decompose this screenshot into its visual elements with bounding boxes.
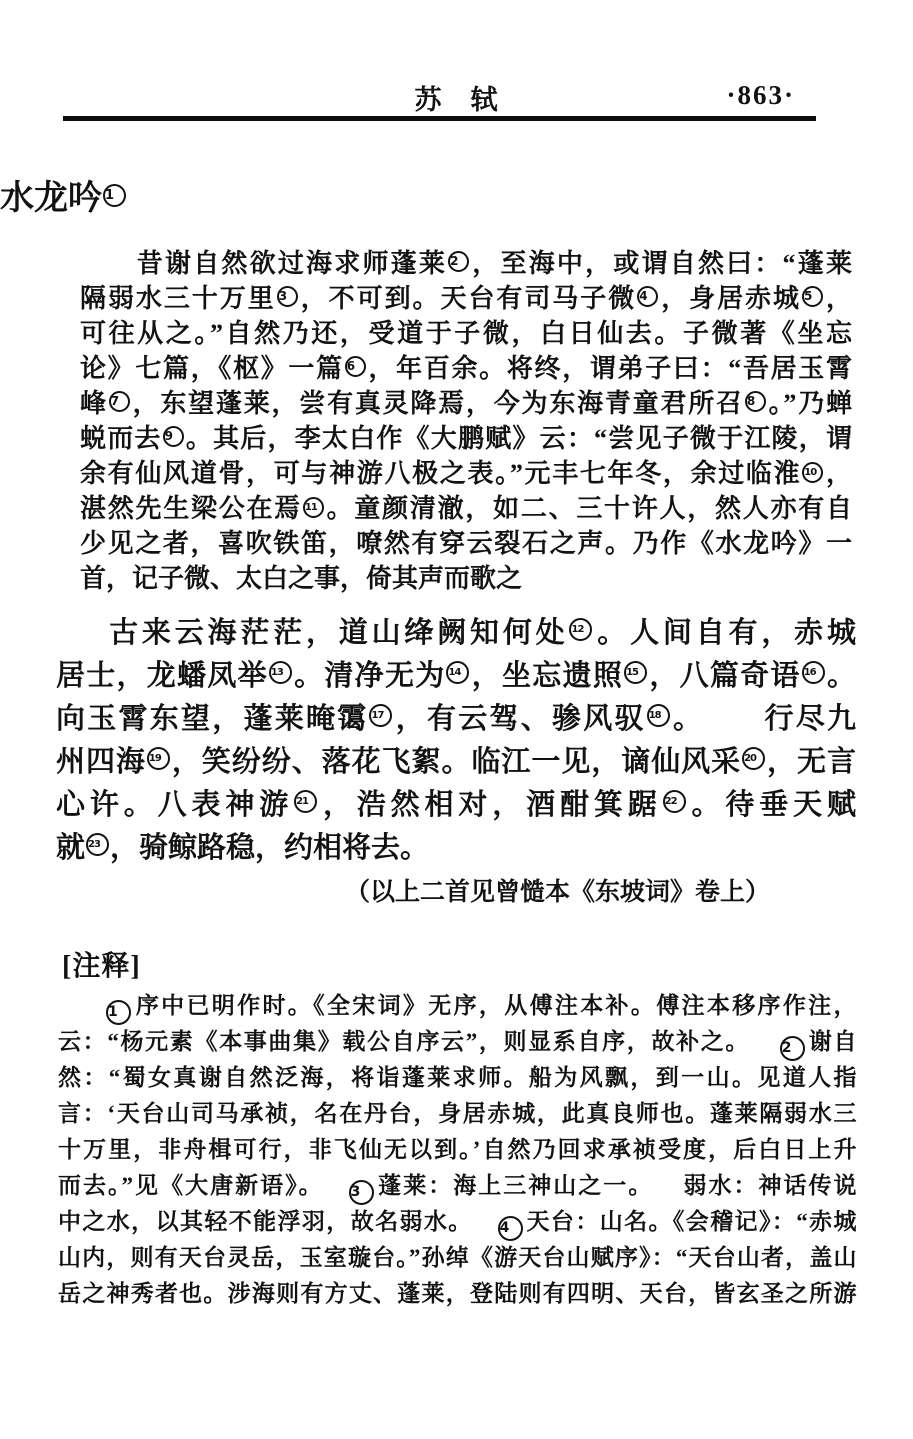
- notes-body: [58, 988, 856, 1312]
- text-run: 可往从之。”自然乃还，受道于子微，白日仙去。子微著《坐忘: [80, 319, 852, 348]
- poem-line: [56, 655, 856, 698]
- annotation-marker: 10: [802, 462, 823, 483]
- text-run: 心许。八表神游: [56, 789, 294, 821]
- note-line: [58, 1204, 856, 1240]
- text-run: 州四海: [56, 746, 146, 778]
- annotation-marker: 20: [742, 747, 765, 770]
- preface-line: [80, 246, 852, 281]
- page-number: ·863·: [726, 80, 795, 110]
- text-run: 行尽九: [762, 703, 856, 735]
- annotation-marker: 8: [745, 391, 766, 412]
- text-run: 蜕而去: [80, 424, 162, 453]
- annotation-marker: 11: [303, 497, 324, 518]
- poem-line: [56, 612, 856, 655]
- annotation-marker: 23: [86, 833, 109, 856]
- note-line: [58, 1276, 856, 1312]
- notes-header: [注释]: [62, 951, 141, 982]
- note-line: [58, 1024, 856, 1060]
- poem-title: [0, 178, 913, 220]
- text-run: 水龙吟: [0, 180, 102, 217]
- annotation-marker: 1: [106, 1000, 131, 1025]
- poem-line: [56, 784, 856, 827]
- text-run: ，年百余。将终，谓弟子曰：“吾居玉霄: [366, 354, 852, 383]
- text-run: 余有仙风道骨，可与神游八极之表。”元丰七年冬，余过临淮: [80, 459, 802, 488]
- annotation-marker: 14: [446, 661, 469, 684]
- text-run: 而去。”见《大唐新语》。: [58, 1173, 324, 1198]
- text-run: ，无言: [766, 746, 856, 778]
- header-rule: [63, 116, 816, 121]
- annotation-marker: 4: [498, 1216, 523, 1241]
- text-run: 首，记子微、太白之事，倚其声而歌之: [80, 564, 523, 593]
- text-run: 岳之神秀者也。涉海则有方丈、蓬莱，登陆则有四明、天台，皆玄圣之所游: [58, 1281, 856, 1306]
- text-run: 。其后，李太白作《大鹏赋》云：“尝见子微于江陵，谓: [184, 424, 852, 453]
- poem-line: [56, 827, 856, 870]
- annotation-marker: 7: [109, 391, 130, 412]
- text-run: 序中已明作时。《全宋词》无序，从傅注本补。傅注本移序作注，: [133, 993, 856, 1018]
- preface-line: [80, 351, 852, 386]
- text-run: 云：“杨元素《本事曲集》载公自序云”，则显系自序，故补之。: [58, 1029, 751, 1054]
- preface-line: [80, 386, 852, 421]
- note-line: [58, 1096, 856, 1132]
- text-run: 古来云海茫茫，道山绛阙知何处: [105, 617, 569, 649]
- text-run: 。待垂天赋: [686, 789, 856, 821]
- note-line: [58, 1132, 856, 1168]
- text-run: ，: [824, 284, 852, 313]
- text-run: 就: [56, 832, 86, 864]
- note-line: [58, 1240, 856, 1276]
- text-run: 山内，则有天台灵岳，玉室璇台。”孙绰《游天台山赋序》：“天台山者，盖山: [58, 1245, 856, 1270]
- preface-line: [80, 526, 852, 561]
- text-run: ，至海中，或谓自然曰：“蓬莱: [470, 249, 852, 278]
- text-run: 隔弱水三十万里: [80, 284, 276, 313]
- text-run: 湛然先生梁公在焉: [80, 494, 302, 523]
- text-run: 然：“蜀女真谢自然泛海，将诣蓬莱求师。船为风飘，到一山。见道人指: [58, 1065, 856, 1090]
- text-run: 昔谢自然欲过海求师蓬莱: [134, 249, 448, 278]
- text-run: 言：‘天台山司马承祯，名在丹台，身居赤城，此真良师也。蓬莱隔弱水三: [58, 1101, 856, 1126]
- text-run: ，笑纷纷、落花飞絮。临江一见，谪仙风采: [170, 746, 742, 778]
- poem-line: [56, 698, 856, 741]
- text-run: ，不可到。天台有司马子微: [298, 284, 637, 313]
- annotation-marker: 3: [277, 286, 298, 307]
- text-run: ，有云驾、骖风驭: [393, 703, 646, 735]
- text-run: 。童颜清澈，如二、三十许人，然人亦有自: [324, 494, 852, 523]
- preface-line: [80, 561, 852, 596]
- text-run: ，骑鲸路稳，约相将去。: [110, 832, 430, 864]
- title-line: [0, 178, 913, 220]
- text-run: 天台：山名。《会稽记》：“赤城: [524, 1209, 856, 1234]
- text-run: ，浩然相对，酒酣箕踞: [318, 789, 662, 821]
- poem-body: [56, 612, 856, 870]
- text-run: 。清净无为: [292, 660, 446, 692]
- text-run: 谢自: [806, 1029, 857, 1054]
- text-run: 论》七篇，《枢》一篇: [80, 354, 344, 383]
- text-run: 向玉霄东望，蓬莱晻霭: [56, 703, 369, 735]
- annotation-marker: 22: [663, 790, 686, 813]
- text-run: 弱水：神话传说: [680, 1173, 857, 1198]
- annotation-marker: 3: [349, 1180, 374, 1205]
- annotation-marker: 9: [163, 426, 184, 447]
- text-run: ，: [824, 459, 852, 488]
- text-run: ，八篇奇语: [648, 660, 801, 692]
- text-run: 。: [670, 703, 705, 735]
- poem-preface: [80, 246, 852, 596]
- annotation-marker: 2: [780, 1036, 805, 1061]
- note-line: [58, 1168, 856, 1204]
- text-run: 十万里，非舟楫可行，非飞仙无以到。’自然乃回求承祯受度，后白日上升: [58, 1137, 856, 1162]
- text-run: 。人间自有，赤城: [593, 617, 856, 649]
- annotation-marker: 16: [802, 661, 825, 684]
- annotation-marker: 21: [294, 790, 317, 813]
- running-head: 苏 轼: [414, 85, 499, 115]
- text-run: 少见之者，喜吹铁笛，嘹然有穿云裂石之声。乃作《水龙吟》一: [80, 529, 852, 558]
- annotation-marker: 17: [369, 704, 392, 727]
- annotation-marker: 6: [345, 356, 366, 377]
- annotation-marker: 13: [269, 661, 292, 684]
- text-run: ，身居赤城: [659, 284, 801, 313]
- annotation-marker: 19: [147, 747, 170, 770]
- annotation-marker: 2: [448, 251, 469, 272]
- annotation-marker: 1: [103, 184, 126, 207]
- preface-line: [80, 491, 852, 526]
- text-run: 峰: [80, 389, 108, 418]
- preface-line: [80, 316, 852, 351]
- text-run: 。: [825, 660, 856, 692]
- annotation-marker: 12: [569, 618, 592, 641]
- annotation-marker: 4: [637, 286, 658, 307]
- text-run: 中之水，以其轻不能浮羽，故名弱水。: [58, 1209, 473, 1234]
- annotation-marker: 15: [624, 661, 647, 684]
- preface-line: [80, 421, 852, 456]
- annotation-marker: 5: [802, 286, 823, 307]
- preface-line: [80, 456, 852, 491]
- text-run: ，坐忘遗照: [470, 660, 624, 692]
- source-attribution: （以上二首见曾慥本《东坡词》卷上）: [344, 879, 770, 906]
- note-line: [58, 988, 856, 1024]
- poem-line: [56, 741, 856, 784]
- preface-line: [80, 281, 852, 316]
- text-run: 蓬莱：海上三神山之一。: [375, 1173, 654, 1198]
- annotation-marker: 18: [647, 704, 670, 727]
- text-run: 居士，龙蟠凤举: [56, 660, 268, 692]
- note-line: [58, 1060, 856, 1096]
- text-run: ，东望蓬莱，尝有真灵降焉，今为东海青童君所召: [130, 389, 744, 418]
- text-run: 。”乃蝉: [766, 389, 852, 418]
